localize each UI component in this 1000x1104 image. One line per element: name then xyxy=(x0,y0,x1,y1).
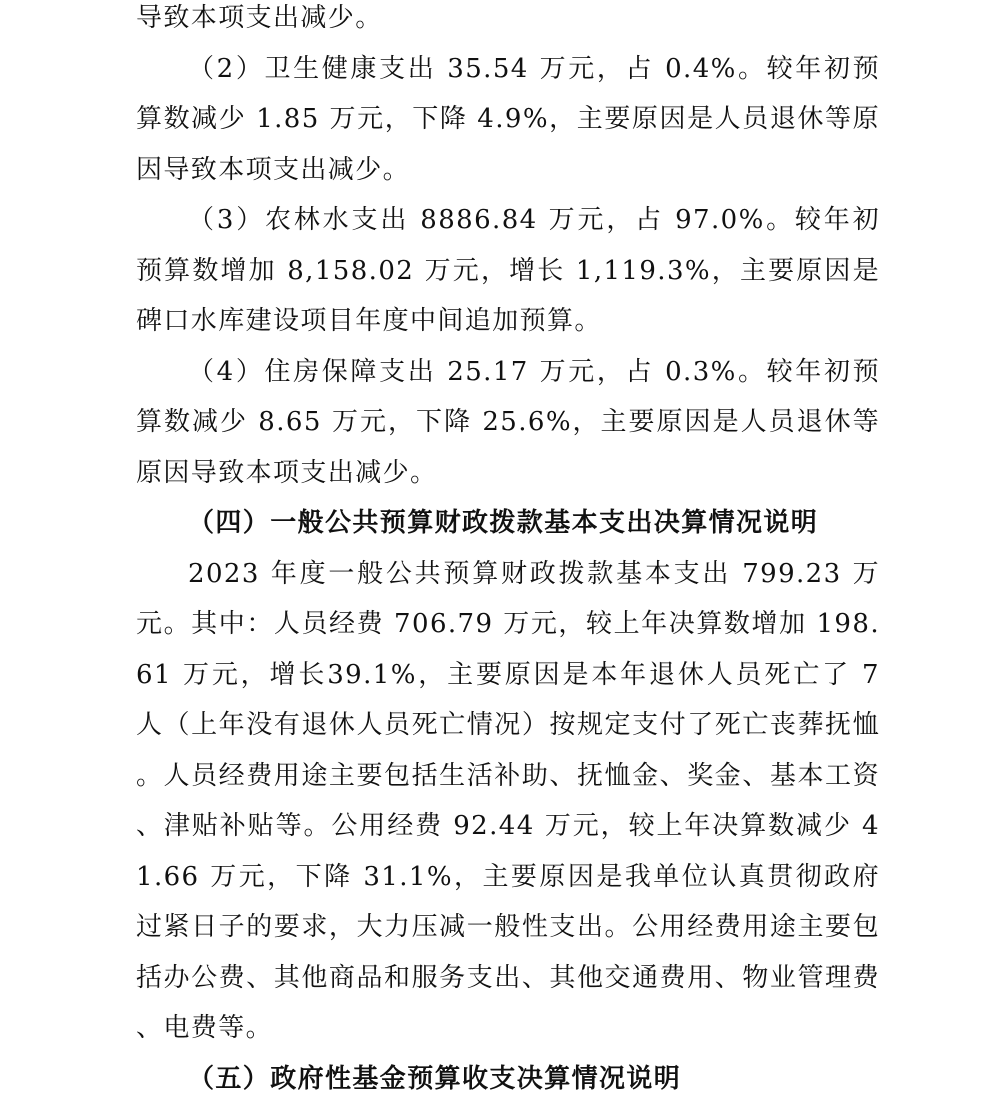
continuation-text: 导致本项支出减少。 xyxy=(136,0,880,44)
paragraph-basic-expenditure: 2023 年度一般公共预算财政拨款基本支出 799.23 万元。其中：人员经费 706.79 万元，较上年决算数增加 198.61 万元，增长39.1%，主要原因是本年退休人员死亡了 7 人（上年没有退休人员死亡情况）按规定支付了死亡丧葬抚恤。人员经费用途主要包括生活补助、抚恤金、奖金、基本工资、津贴补贴等。公用经费 92.44 万元，较上年决算数减少 41.66 万元，下降 31.1%，主要原因是我单位认真贯彻政府过紧日子的要求，大力压减一般性支出。公用经费用途主要包括办公费、其他商品和服务支出、其他交通费用、物业管理费、电费等。 xyxy=(136,549,880,1054)
section-heading-government-fund: （五）政府性基金预算收支决算情况说明 xyxy=(136,1054,880,1104)
paragraph-health-expenditure: （2）卫生健康支出 35.54 万元，占 0.4%。较年初预算数减少 1.85 万元，下降 4.9%，主要原因是人员退休等原因导致本项支出减少。 xyxy=(136,44,880,196)
paragraph-housing-expenditure: （4）住房保障支出 25.17 万元，占 0.3%。较年初预算数减少 8.65 万元，下降 25.6%，主要原因是人员退休等原因导致本项支出减少。 xyxy=(136,347,880,499)
paragraph-agriculture-expenditure: （3）农林水支出 8886.84 万元，占 97.0%。较年初预算数增加 8,158.02 万元，增长 1,119.3%，主要原因是碑口水库建设项目年度中间追加预算。 xyxy=(136,195,880,347)
document-page xyxy=(136,0,880,1104)
section-heading-basic-expenditure: （四）一般公共预算财政拨款基本支出决算情况说明 xyxy=(136,498,880,549)
